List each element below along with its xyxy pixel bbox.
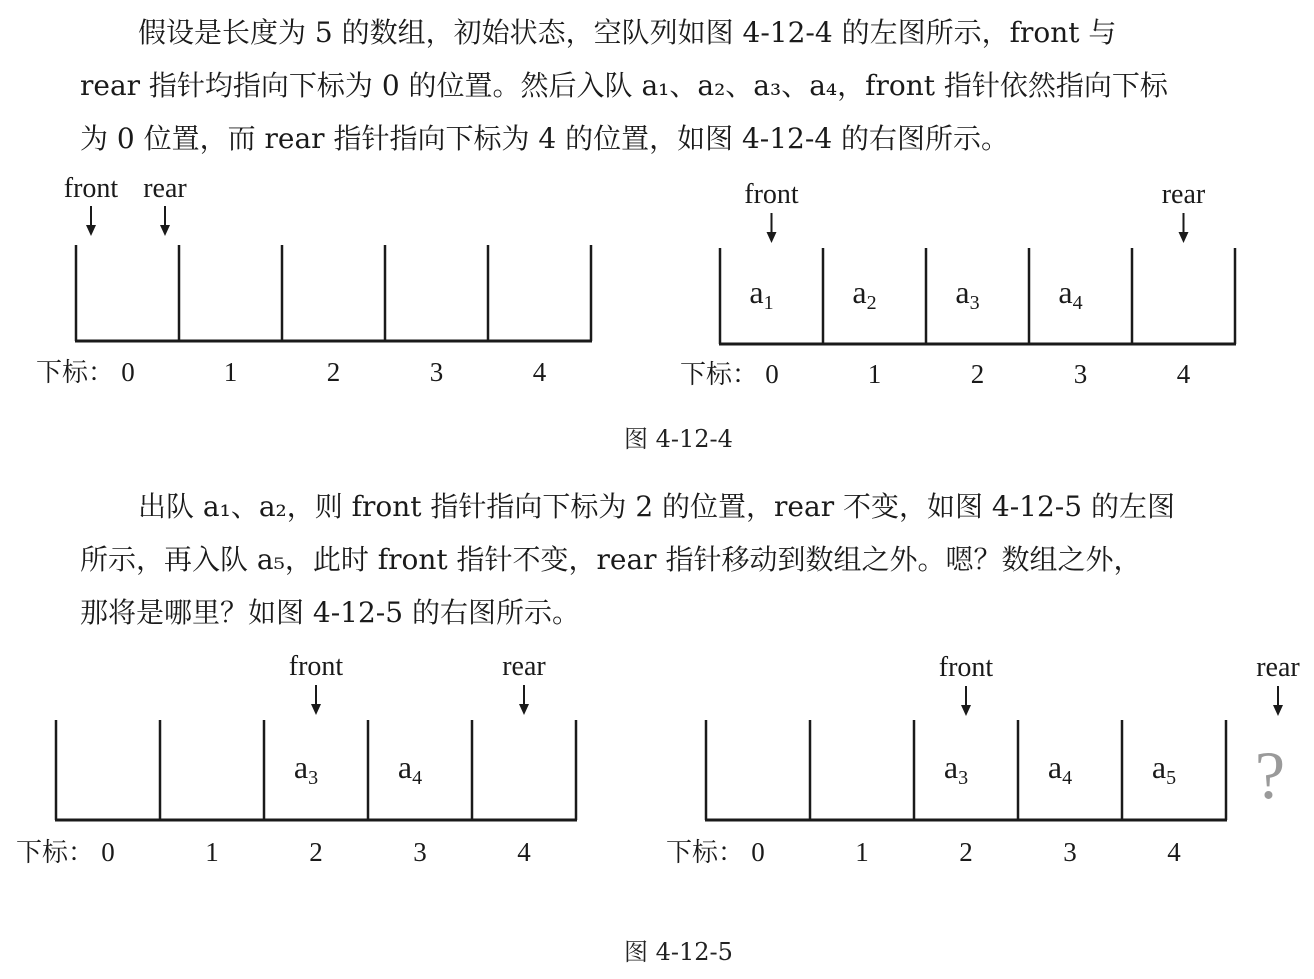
rear-pointer [1256, 652, 1300, 716]
arrow-head-icon [961, 705, 971, 716]
rear-pointer-label: rear [1256, 652, 1300, 683]
index-label: 2 [326, 357, 341, 387]
cell-value: a5 [1151, 749, 1177, 789]
arrow-head-icon [1273, 705, 1283, 716]
index-label: 2 [959, 837, 973, 867]
index-prefix-label: 下标： [36, 358, 115, 388]
index-label: 1 [205, 837, 219, 867]
arrow-head-icon [311, 704, 321, 715]
index-label: 2 [970, 359, 985, 389]
index-label: 4 [1167, 837, 1181, 867]
figure-4-12-5-caption: 图 4-12-5 [624, 938, 733, 966]
front-pointer [289, 651, 344, 715]
front-pointer [939, 652, 994, 716]
index-label: 2 [309, 837, 323, 867]
rear-pointer-label: rear [1161, 179, 1206, 210]
paragraph-1-line-3: 为 0 位置，而 rear 指针指向下标为 4 的位置，如图 4-12-4 的右图所示。 [80, 122, 1010, 155]
paragraph-1-line-2: rear 指针均指向下标为 0 的位置。然后入队 a₁、a₂、a₃、a₄，front 指针依然指向下标 [80, 69, 1168, 102]
front-pointer-label: front [63, 173, 119, 204]
rear-pointer-label: rear [502, 651, 546, 682]
index-prefix-label: 下标： [680, 360, 759, 390]
rear-pointer [502, 651, 546, 715]
index-label: 0 [121, 357, 135, 387]
index-label: 4 [517, 837, 531, 867]
index-prefix-label: 下标： [16, 838, 95, 868]
paragraph-2-line-1: 出队 a₁、a₂，则 front 指针指向下标为 2 的位置，rear 不变，如图 4-12-5 的左图 [138, 490, 1175, 523]
cell-value: a2 [852, 274, 877, 314]
cell-value: a1 [749, 274, 774, 314]
index-label: 3 [1073, 359, 1088, 389]
arrow-head-icon [519, 704, 529, 715]
index-label: 0 [765, 359, 779, 389]
cell-value: a4 [1058, 274, 1083, 314]
cell-value: a3 [955, 274, 980, 314]
cell-value: a3 [293, 749, 319, 789]
cell-value: a4 [1047, 749, 1073, 789]
front-pointer-label: front [938, 652, 994, 683]
index-label: 3 [1063, 837, 1077, 867]
cell-value: a3 [943, 749, 969, 789]
front-pointer-label: front [744, 179, 799, 210]
index-label: 1 [223, 357, 238, 387]
paragraph-2-line-2: 所示，再入队 a₅，此时 front 指针不变，rear 指针移动到数组之外。嗯？数组之外， [80, 543, 1142, 576]
index-prefix-label: 下标： [666, 838, 745, 868]
queue-diagram-left [16, 651, 577, 868]
rear-pointer-label: rear [143, 173, 187, 204]
index-label: 4 [532, 357, 547, 387]
figure-4-12-4-caption: 图 4-12-4 [624, 425, 733, 453]
index-label: 0 [751, 837, 765, 867]
index-label: 1 [855, 837, 869, 867]
paragraph-1-line-1: 假设是长度为 5 的数组，初始状态，空队列如图 4-12-4 的左图所示，front 与 [138, 16, 1117, 49]
cell-value: a4 [397, 749, 423, 789]
index-label: 4 [1176, 359, 1191, 389]
index-label: 0 [101, 837, 115, 867]
paragraph-2-line-3: 那将是哪里？如图 4-12-5 的右图所示。 [80, 596, 580, 629]
queue-diagram-right [666, 652, 1300, 868]
index-label: 3 [413, 837, 427, 867]
front-pointer-label: front [288, 651, 344, 682]
index-label: 3 [429, 357, 444, 387]
outside-question-mark: ? [1254, 737, 1286, 813]
index-label: 1 [867, 359, 882, 389]
